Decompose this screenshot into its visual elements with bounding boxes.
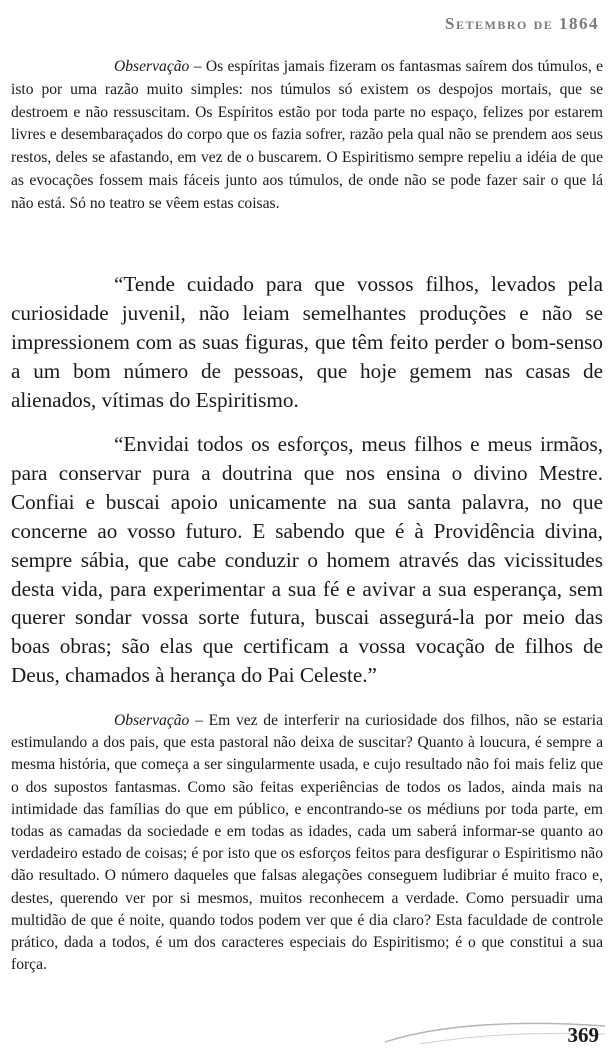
running-header: Setembro de 1864 bbox=[445, 14, 599, 33]
quote-paragraph-1: “Tende cuidado para que vossos filhos, levados pela curiosidade juvenil, não leiam semelhantes produções e não se impressionem com as suas figuras, que têm feito perder o bom-senso a um bom número de pessoas, que hoje gemem nas casas de alienados, vítimas do Espiritismo. bbox=[11, 272, 603, 412]
quote-paragraph-2: “Envidai todos os esforços, meus filhos e meus irmãos, para conservar pura a doutrina que nos ensina o divino Mestre. Confiai e buscai apoio unicamente na sua santa palavra, no que concerne ao vosso futuro. E sabendo que é à Providência divina, sempre sábia, que cabe conduzir o homem através das vicissitudes desta vida, para experimentar a sua fé e avivar a sua esperança, sem querer sondar vossa sorte futura, buscai assegurá-la por meio das boas obras; são elas que certificam a vossa vocação de filhos de Deus, chamados à herança do Pai Celeste.” bbox=[11, 432, 603, 688]
observation-text: – Em vez de interferir na curiosidade dos filhos, não se estaria estimulando a dos pais, que esta pastoral não deixa de suscitar? Quanto à loucura, é sempre a mesma história, que começa a ser singularmente usada, e cujo resultado não foi mais feliz que o dos supostos fantasmas. Como são feitas experiências de todos os lados, ainda mais na intimidade das famílias do que em público, e encontrando-se os médiuns por toda parte, em todas as camadas da sociedade e em todas as idades, cada um saberá informar-se quanto ao verdadeiro estado de coisas; é por isto que os esforços feitos para desfigurar o Espiritismo não dão resultado. O número daqueles que falsas alegações conseguem ludibriar é muito fraco e, destes, querendo ver por si mesmos, muitos reconhecem a verdade. Como persuadir uma multidão de que é noite, quando todos podem ver que é dia claro? Esta faculdade de controle prático, dada a todos, é um dos caracteres especiais do Espiritismo; é o que constitui a sua força. bbox=[11, 712, 603, 974]
observation-paragraph-1 bbox=[11, 56, 603, 216]
observation-label: Observação bbox=[114, 58, 190, 75]
observation-label: Observação bbox=[114, 712, 190, 729]
page-number: 369 bbox=[567, 1023, 599, 1047]
observation-paragraph-2 bbox=[11, 710, 603, 976]
observation-text: – Os espíritas jamais fizeram os fantasmas saírem dos túmulos, e isto por uma razão muito simples: nos túmulos só existem os despojos mortais, que se destroem e não ressuscitam. Os Espíritos estão por toda parte no espaço, felizes por estarem livres e desembaraçados do corpo que os fazia sofrer, razão pela qual não se prendem aos seus restos, deles se afastando, em vez de o buscarem. O Espiritismo sempre repeliu a idéia de que as evocações fossem mais fáceis junto aos túmulos, de onde não se pode fazer sair o que lá não está. Só no teatro se vêem estas coisas. bbox=[11, 58, 603, 212]
